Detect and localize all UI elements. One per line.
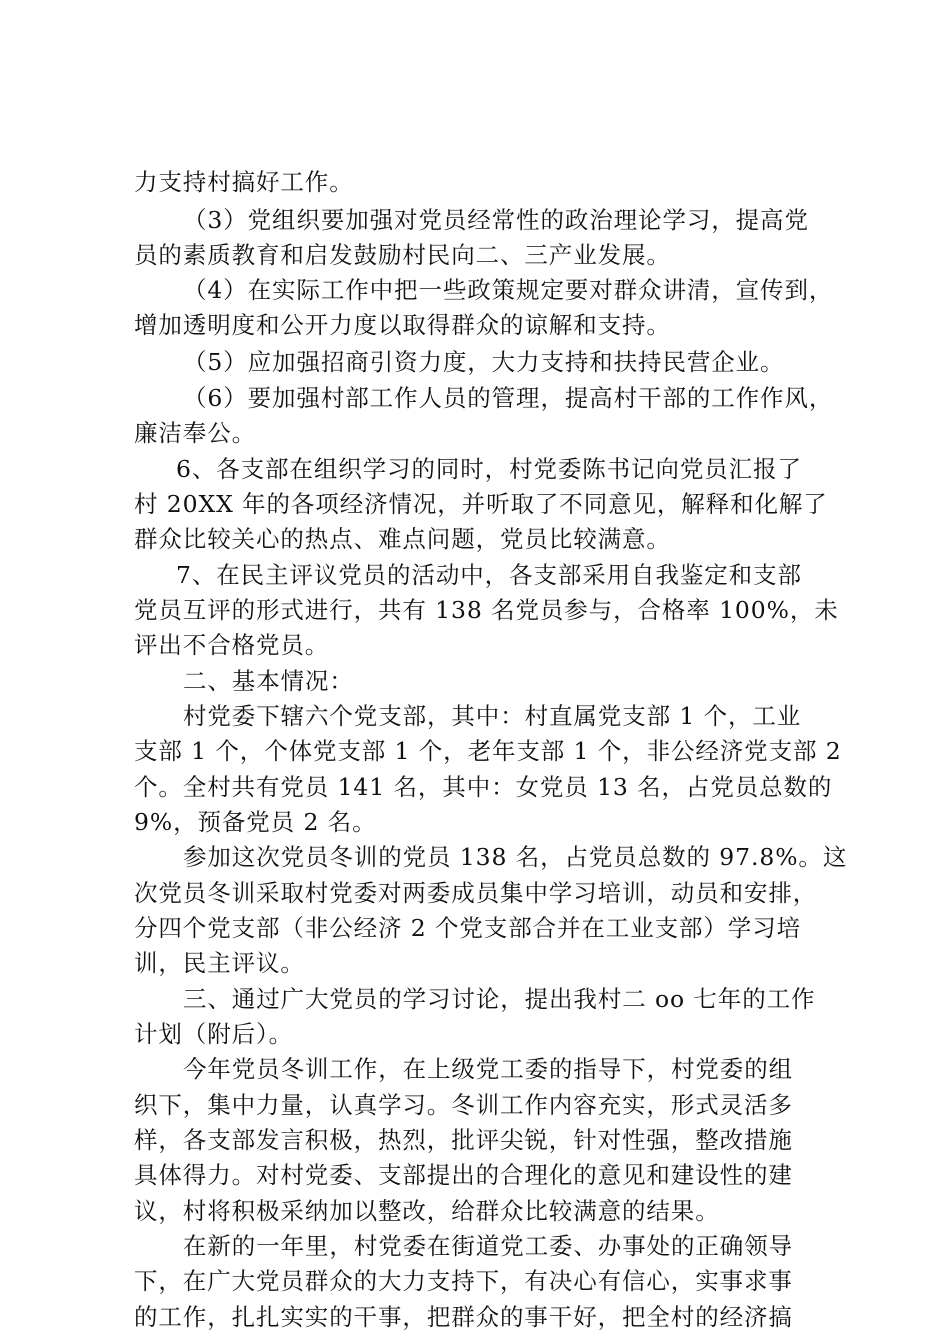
text-line: 群众比较关心的热点、难点问题，党员比较满意。 <box>134 525 671 553</box>
text-line: 下，在广大党员群众的大力支持下，有决心有信心，实事求事 <box>134 1267 793 1295</box>
text-line: 员的素质教育和启发鼓励村民向二、三产业发展。 <box>134 241 671 269</box>
text-line: 6、各支部在组织学习的同时，村党委陈书记向党员汇报了 <box>176 455 802 483</box>
text-line: 今年党员冬训工作，在上级党工委的指导下，村党委的组 <box>183 1055 793 1083</box>
text-line: 评出不合格党员。 <box>134 631 330 659</box>
text-line: 参加这次党员冬训的党员 138 名，占党员总数的 97.8%。这 <box>183 843 848 871</box>
text-line: 党员互评的形式进行，共有 138 名党员参与，合格率 100%，未 <box>134 596 839 624</box>
text-line: 9%，预备党员 2 名。 <box>134 808 377 836</box>
text-line: 次党员冬训采取村党委对两委成员集中学习培训，动员和安排， <box>134 879 818 907</box>
text-line: （6）要加强村部工作人员的管理，提高村干部的工作作风， <box>183 384 834 412</box>
text-line: 在新的一年里，村党委在街道党工委、办事处的正确领导 <box>183 1232 793 1260</box>
text-line: （3）党组织要加强对党员经常性的政治理论学习，提高党 <box>183 206 809 234</box>
text-line: （5）应加强招商引资力度，大力支持和扶持民营企业。 <box>183 348 785 376</box>
text-line: 议，村将积极采纳加以整改，给群众比较满意的结果。 <box>134 1197 720 1225</box>
section-heading: 三、通过广大党员的学习讨论，提出我村二 oo 七年的工作 <box>183 985 816 1013</box>
text-line: 力支持村搞好工作。 <box>134 168 354 196</box>
text-line: 样，各支部发言积极，热烈，批评尖锐，针对性强，整改措施 <box>134 1126 793 1154</box>
text-line: 支部 1 个，个体党支部 1 个，老年支部 1 个，非公经济党支部 2 <box>134 737 842 765</box>
text-line: 分四个党支部（非公经济 2 个党支部合并在工业支部）学习培 <box>134 914 801 942</box>
text-line: 增加透明度和公开力度以取得群众的谅解和支持。 <box>134 311 671 339</box>
text-line: 村 20XX 年的各项经济情况，并听取了不同意见，解释和化解了 <box>134 490 828 518</box>
text-line: 的工作，扎扎实实的干事，把群众的事干好，把全村的经济搞 <box>134 1303 793 1331</box>
text-line: 廉洁奉公。 <box>134 419 256 447</box>
section-heading: 二、基本情况： <box>183 667 354 695</box>
text-line: （4）在实际工作中把一些政策规定要对群众讲清，宣传到， <box>183 276 834 304</box>
text-line: 个。全村共有党员 141 名，其中：女党员 13 名，占党员总数的 <box>134 773 833 801</box>
text-line: 村党委下辖六个党支部，其中：村直属党支部 1 个，工业 <box>183 702 802 730</box>
text-line: 训，民主评议。 <box>134 949 305 977</box>
text-line: 7、在民主评议党员的活动中，各支部采用自我鉴定和支部 <box>176 561 802 589</box>
text-line: 织下，集中力量，认真学习。冬训工作内容充实，形式灵活多 <box>134 1091 793 1119</box>
text-line: 计划（附后）。 <box>134 1020 294 1048</box>
text-line: 具体得力。对村党委、支部提出的合理化的意见和建设性的建 <box>134 1161 793 1189</box>
